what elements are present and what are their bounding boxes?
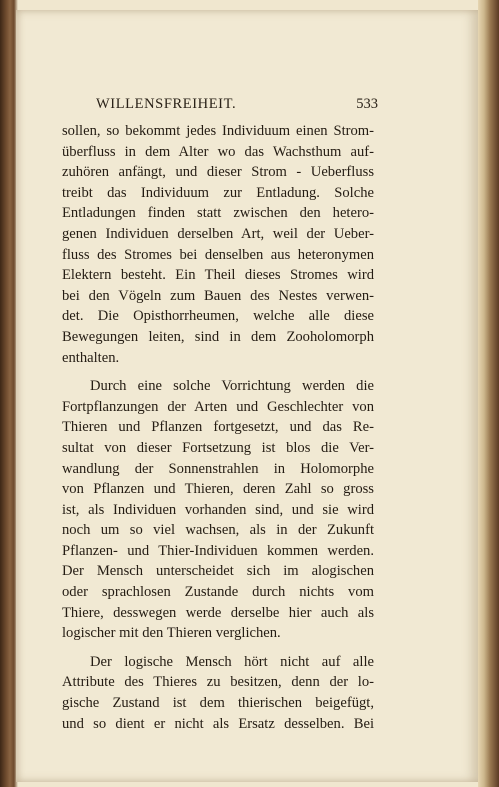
text-line: von Pflanzen und Thieren, deren Zahl so gross <box>62 481 374 498</box>
text-line: Elektern besteht. Ein Theil dieses Stromes wird <box>62 267 374 284</box>
text-line: Durch eine solche Vorrichtung werden die <box>90 378 374 395</box>
text-line: det. Die Opisthorrheumen, welche alle diese <box>62 308 374 325</box>
text-line: und so dient er nicht als Ersatz desselben. Bei <box>62 715 374 732</box>
text-line: Thiere, desswegen werde derselbe hier auch als <box>62 604 374 621</box>
page-edge <box>478 0 499 787</box>
text-line: logischer mit den Thieren verglichen. <box>62 625 281 642</box>
body-text <box>62 121 374 742</box>
text-line: gische Zustand ist dem thierischen beigefügt, <box>62 695 374 712</box>
paragraph-3 <box>62 652 374 734</box>
text-line: wandlung der Sonnenstrahlen in Holomorphe <box>62 460 374 477</box>
text-line: bei den Vögeln zum Bauen des Nestes verwen- <box>62 287 374 304</box>
text-line: zuhören anfängt, und dieser Strom - Ueberfluss <box>62 164 374 181</box>
text-line: ist, als Individuen vorhanden sind, und sie wird <box>62 501 374 518</box>
text-line: Der Mensch unterscheidet sich im alogischen <box>62 563 374 580</box>
text-line: treibt das Individuum zur Entladung. Solche <box>62 184 374 201</box>
text-line: oder sprachlosen Zustande durch nichts vom <box>62 584 374 601</box>
text-line: Attribute des Thieres zu besitzen, denn der lo- <box>62 674 374 691</box>
paragraph-1 <box>62 121 374 368</box>
text-line: sultat von dieser Fortsetzung ist blos die Ver- <box>62 439 374 456</box>
text-line: sollen, so bekommt jedes Individuum einen Strom- <box>62 123 374 139</box>
text-line: enthalten. <box>62 349 120 366</box>
text-line: Thieren und Pflanzen fortgesetzt, und das Re- <box>62 419 374 436</box>
text-line: noch um so viel wachsen, als in der Zukunft <box>62 522 374 539</box>
text-line: Bewegungen leiten, sind in dem Zooholomorph <box>62 328 374 345</box>
text-line: fluss des Stromes bei denselben aus heteronymen <box>62 246 374 263</box>
text-line: Fortpflanzungen der Arten und Geschlechter von <box>62 398 374 415</box>
page-number: 533 <box>356 96 378 112</box>
running-head-title: WILLENSFREIHEIT. <box>96 96 237 112</box>
text-line: Entladungen finden statt zwischen den hetero- <box>62 205 374 222</box>
text-line: Der logische Mensch hört nicht auf alle <box>90 653 374 670</box>
paragraph-2 <box>62 376 374 644</box>
text-line: überfluss in dem Alter wo das Wachsthum auf- <box>62 143 374 160</box>
running-head <box>96 96 378 116</box>
text-line: Pflanzen- und Thier-Individuen kommen werden. <box>62 542 374 559</box>
text-line: genen Individuen derselben Art, weil der Ueber- <box>62 225 374 242</box>
